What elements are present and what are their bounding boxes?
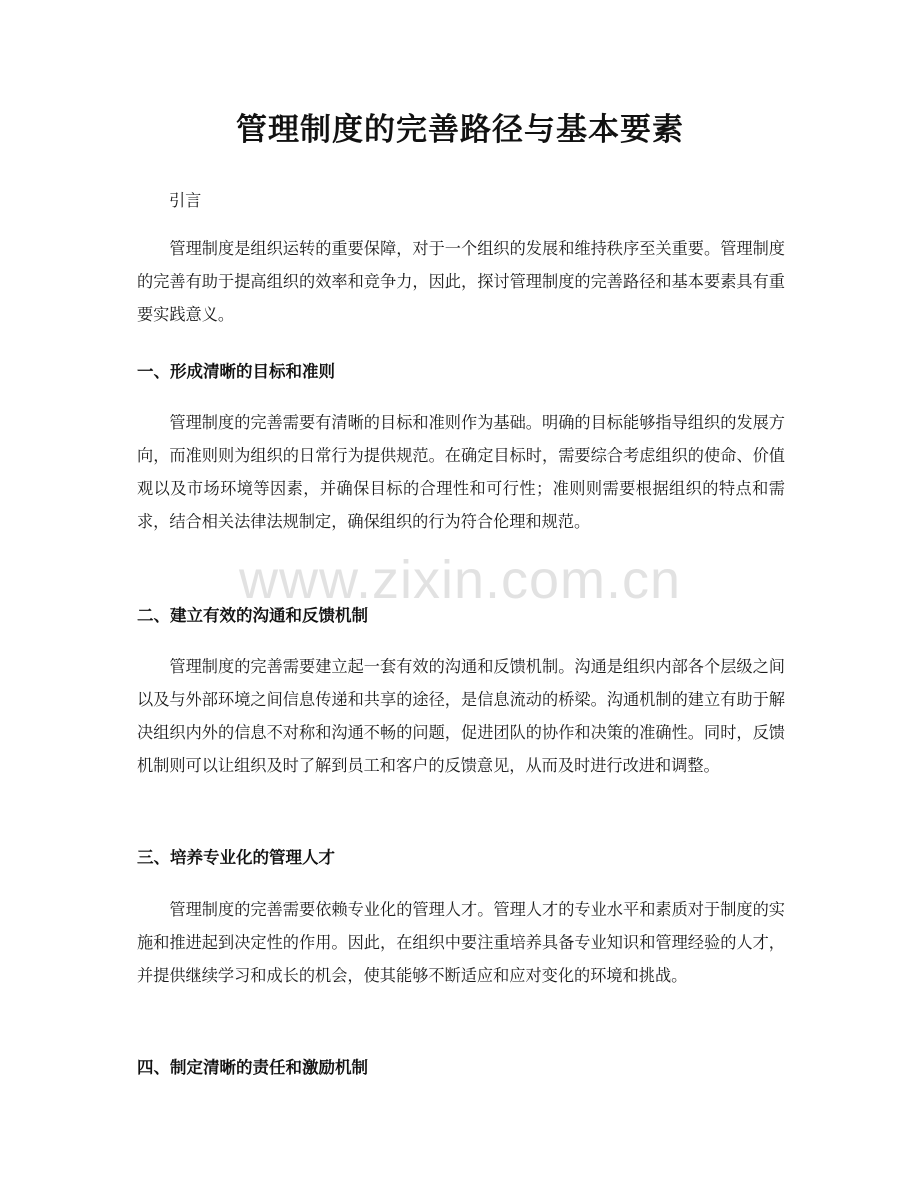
section-paragraph-2: 管理制度的完善需要建立起一套有效的沟通和反馈机制。沟通是组织内部各个层级之间以及与外部环境之间信息传递和共享的途径，是信息流动的桥梁。沟通机制的建立有助于解决组织内外的信息不对称和沟通不畅的问题，促进团队的协作和决策的准确性。同时，反馈机制则可以让组织及时了解到员工和客户的反馈意见，从而及时进行改进和调整。 [137, 657, 785, 775]
intro-paragraph: 管理制度是组织运转的重要保障，对于一个组织的发展和维持秩序至关重要。管理制度的完善有助于提高组织的效率和竞争力，因此，探讨管理制度的完善路径和基本要素具有重要实践意义。 [137, 239, 785, 324]
section-heading-2: 二、建立有效的沟通和反馈机制 [137, 606, 368, 625]
section-heading-3: 三、培养专业化的管理人才 [137, 848, 335, 867]
section-heading-4: 四、制定清晰的责任和激励机制 [137, 1058, 368, 1077]
watermark: www.zixin.com.cn [238, 550, 682, 610]
document-title: 管理制度的完善路径与基本要素 [236, 112, 684, 148]
section-paragraph-1: 管理制度的完善需要有清晰的目标和准则作为基础。明确的目标能够指导组织的发展方向，而准则则为组织的日常行为提供规范。在确定目标时，需要综合考虑组织的使命、价值观以及市场环境等因素，并确保目标的合理性和可行性；准则则需要根据组织的特点和需求，结合相关法律法规制定，确保组织的行为符合伦理和规范。 [137, 413, 785, 531]
section-heading-1: 一、形成清晰的目标和准则 [137, 362, 335, 381]
section-paragraph-3: 管理制度的完善需要依赖专业化的管理人才。管理人才的专业水平和素质对于制度的实施和推进起到决定性的作用。因此，在组织中要注重培养具备专业知识和管理经验的人才，并提供继续学习和成长的机会，使其能够不断适应和应对变化的环境和挑战。 [137, 900, 785, 985]
intro-label: 引言 [169, 191, 202, 210]
